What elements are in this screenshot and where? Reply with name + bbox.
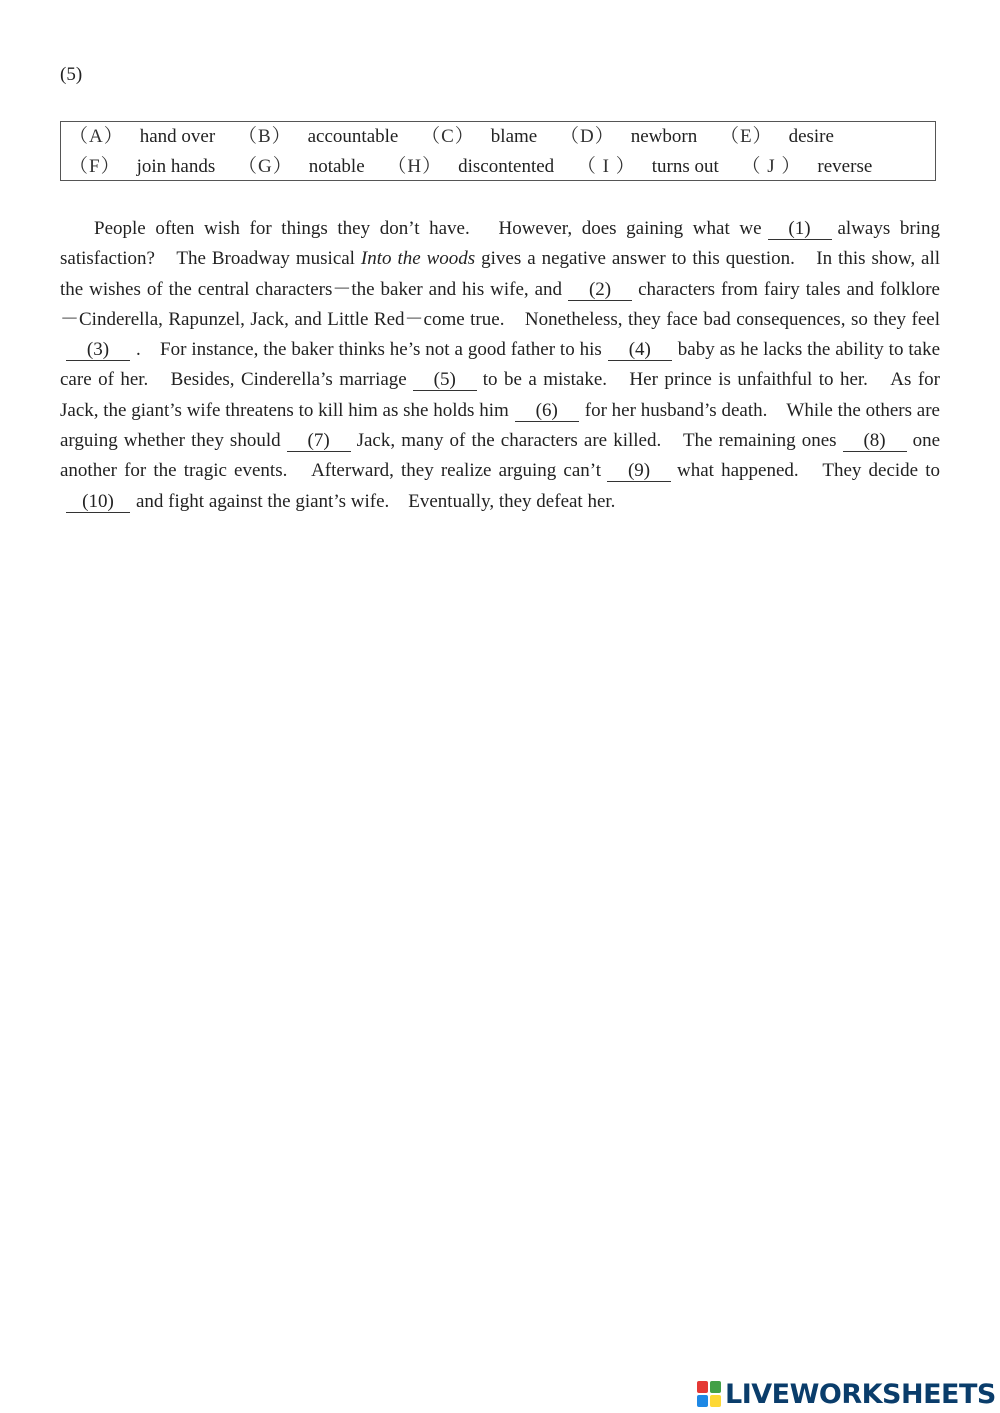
passage-text: characters from fairy tales and folklore－Cinderella, Rapunzel, Jack, and Little Red－come true. Nonetheless, they face bad consequences, so they feel xyxy=(60,278,940,330)
liveworksheets-logo[interactable] xyxy=(697,1378,996,1410)
option-word: accountable xyxy=(307,126,399,147)
musical-title: Into the woods xyxy=(360,248,476,270)
option-c xyxy=(421,122,555,152)
option-word: newborn xyxy=(630,126,698,147)
passage-text: People often wish for things they don’t have. However, does gaining what we xyxy=(94,218,762,239)
option-letter: （D） xyxy=(559,126,615,147)
option-word: join hands xyxy=(136,156,216,177)
option-g xyxy=(238,152,383,182)
answer-blank-2[interactable]: (2) xyxy=(568,280,632,301)
logo-text: LIVEWORKSHEETS xyxy=(725,1378,996,1410)
passage-text: what happened. They decide to xyxy=(677,460,940,482)
option-f xyxy=(69,152,233,182)
option-word: reverse xyxy=(817,156,873,177)
option-j xyxy=(742,152,891,182)
answer-blank-7[interactable]: (7) xyxy=(287,431,351,452)
option-letter: （ I ） xyxy=(576,156,636,177)
option-d xyxy=(560,122,715,152)
word-bank-row-1 xyxy=(69,122,852,152)
option-letter: （C） xyxy=(421,126,475,147)
option-letter: （G） xyxy=(237,156,293,177)
option-a xyxy=(69,122,233,152)
option-b xyxy=(238,122,416,152)
option-word: blame xyxy=(490,126,538,147)
liveworksheets-icon xyxy=(697,1381,721,1407)
passage-text: one another for the tragic events. Afterward, they realize arguing can’t xyxy=(60,430,940,482)
logo-block-yellow xyxy=(710,1395,721,1407)
option-letter: （ J ） xyxy=(741,156,802,177)
option-word: hand over xyxy=(139,126,216,147)
option-letter: （B） xyxy=(237,126,292,147)
option-word: notable xyxy=(308,156,365,177)
option-word: turns out xyxy=(651,156,719,177)
option-letter: （H） xyxy=(387,156,443,177)
passage xyxy=(60,214,940,517)
option-e xyxy=(720,122,852,152)
logo-block-green xyxy=(710,1381,721,1393)
passage-text: always bring satisfaction? The Broadway musical xyxy=(60,218,940,270)
logo-block-red xyxy=(697,1381,708,1393)
answer-blank-1[interactable]: (1) xyxy=(768,219,832,240)
word-bank xyxy=(60,121,936,181)
passage-text: for her husband’s death. While the others are arguing whether they should xyxy=(60,399,940,452)
passage-text: gives a negative answer to this question. In this show, all the wishes of the central characters－the baker and his wife, and xyxy=(60,248,941,300)
word-bank-row-2 xyxy=(69,152,890,182)
option-word: desire xyxy=(788,126,834,147)
passage-text: Jack, many of the characters are killed. The remaining ones xyxy=(356,430,837,452)
logo-block-blue xyxy=(697,1395,708,1407)
option-h xyxy=(387,152,572,182)
passage-text: . For instance, the baker thinks he’s not a good father to his xyxy=(136,339,602,361)
option-letter: （F） xyxy=(69,156,121,177)
answer-blank-4[interactable]: (4) xyxy=(608,340,672,361)
answer-blank-3[interactable]: (3) xyxy=(66,340,130,361)
question-number: (5) xyxy=(60,64,83,85)
answer-blank-5[interactable]: (5) xyxy=(413,370,477,391)
answer-blank-10[interactable]: (10) xyxy=(66,492,130,513)
answer-blank-6[interactable]: (6) xyxy=(515,401,579,422)
option-i xyxy=(577,152,737,182)
answer-blank-8[interactable]: (8) xyxy=(843,431,907,452)
passage-text: to be a mistake. Her prince is unfaithful to her. As for Jack, the giant’s wife threatens to kill him as she holds him xyxy=(60,369,940,421)
option-letter: （A） xyxy=(69,126,124,147)
answer-blank-9[interactable]: (9) xyxy=(607,461,671,482)
option-word: discontented xyxy=(458,156,555,177)
passage-text: and fight against the giant’s wife. Eventually, they defeat her. xyxy=(136,490,616,512)
passage-text: baby as he lacks the ability to take care of her. Besides, Cinderella’s marriage xyxy=(60,339,940,391)
option-letter: （E） xyxy=(719,126,773,147)
